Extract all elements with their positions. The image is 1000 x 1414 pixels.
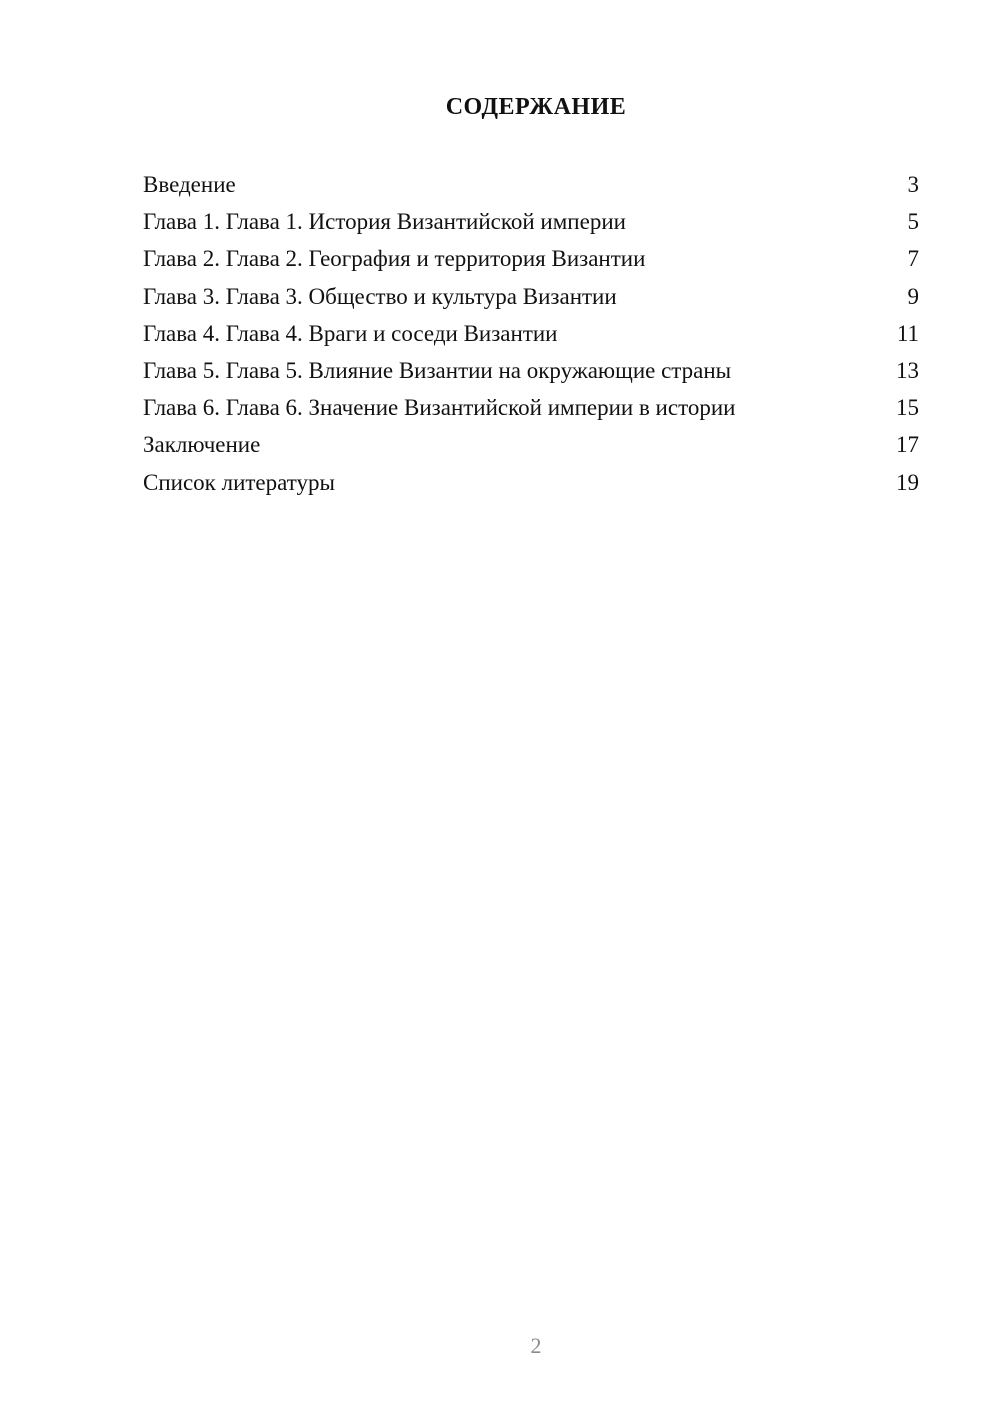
toc-entry-label: Глава 3. Глава 3. Общество и культура Византии	[143, 283, 617, 309]
toc-entry-chapter-4	[143, 315, 919, 352]
toc-entry-label: Глава 2. Глава 2. География и территория Византии	[143, 246, 646, 272]
page-number: 2	[530, 1333, 542, 1358]
toc-entry-chapter-2	[143, 240, 919, 277]
toc-entry-page: 15	[896, 395, 919, 421]
toc-entry-label: Список литературы	[143, 469, 335, 495]
toc-entry-page: 3	[907, 172, 919, 197]
toc-entry-page: 7	[907, 246, 919, 272]
toc-entry-chapter-1	[143, 203, 919, 240]
toc-entry-label: Глава 1. Глава 1. История Византийской империи	[143, 209, 626, 235]
toc-entry-page: 5	[907, 209, 919, 235]
toc-entry-page: 17	[896, 432, 919, 458]
toc-entry-page: 19	[896, 469, 919, 495]
toc-entry-conclusion	[143, 426, 919, 463]
toc-entry-chapter-3	[143, 278, 919, 315]
toc-entry-chapter-6	[143, 389, 919, 426]
toc-entry-label: Глава 6. Глава 6. Значение Византийской империи в истории	[143, 395, 736, 421]
table-of-contents	[143, 166, 919, 501]
toc-entry-label: Глава 5. Глава 5. Влияние Византии на окружающие страны	[143, 357, 732, 383]
toc-entry-chapter-5	[143, 352, 919, 389]
toc-entry-label: Глава 4. Глава 4. Враги и соседи Византии	[143, 320, 558, 346]
toc-entry-page: 11	[896, 320, 919, 346]
toc-entry-bibliography	[143, 464, 919, 501]
toc-entry-page: 13	[896, 357, 919, 383]
toc-entry-introduction	[143, 166, 919, 203]
toc-entry-page: 9	[907, 283, 919, 309]
toc-entry-label: Введение	[143, 172, 236, 197]
toc-entry-label: Заключение	[143, 432, 261, 458]
toc-heading: СОДЕРЖАНИЕ	[445, 94, 627, 120]
